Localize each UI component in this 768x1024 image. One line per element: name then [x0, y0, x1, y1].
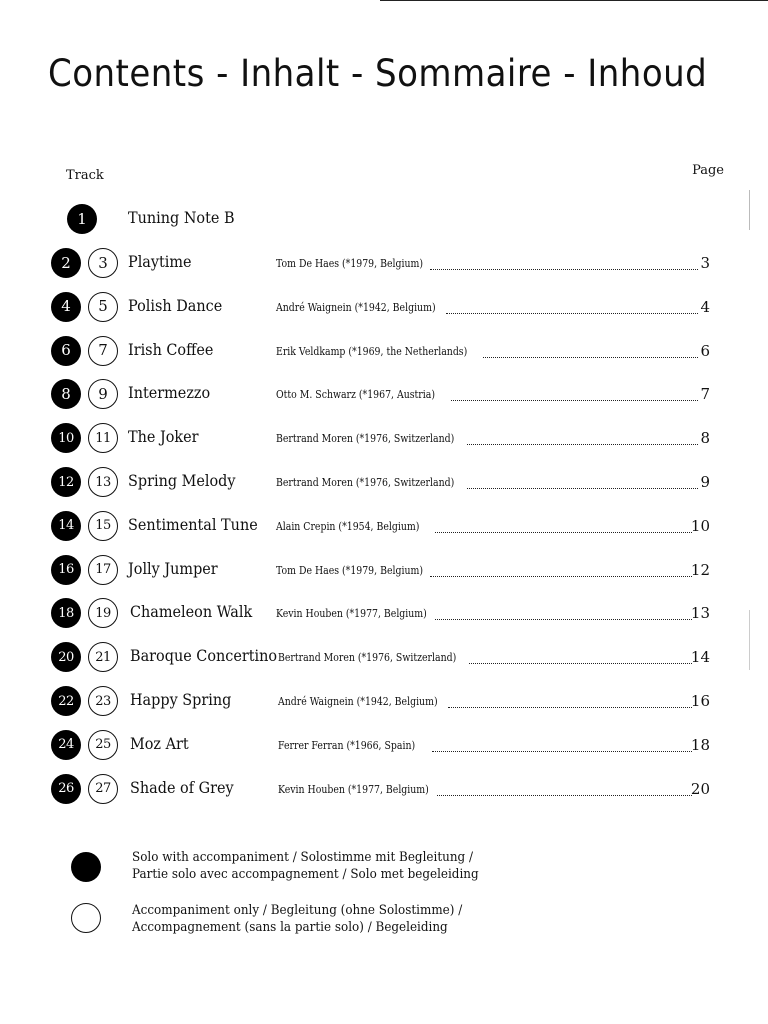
- dot-leader: [430, 269, 698, 270]
- accompaniment-track-number: 19: [88, 598, 118, 628]
- solo-track-number: 16: [51, 555, 81, 585]
- solo-legend-icon: [71, 852, 101, 882]
- accompaniment-track-number: 15: [88, 511, 118, 541]
- page-number: 3: [700, 254, 710, 272]
- page-number: 14: [690, 648, 710, 667]
- solo-legend-line-2: Partie solo avec accompagnement / Solo met begeleiding: [132, 867, 479, 882]
- solo-track-number: 4: [51, 292, 81, 322]
- track-row[interactable]: [0, 289, 768, 325]
- track-row[interactable]: [0, 552, 768, 588]
- track-title: Polish Dance: [128, 295, 223, 315]
- solo-track-number: 14: [51, 511, 81, 541]
- dot-leader: [435, 532, 692, 533]
- dot-leader: [469, 663, 692, 664]
- track-composer: Tom De Haes (*1979, Belgium): [276, 563, 423, 577]
- page-number: 6: [700, 341, 710, 360]
- dot-leader: [437, 795, 692, 796]
- track-title: The Joker: [128, 427, 199, 447]
- dot-leader: [467, 444, 698, 445]
- track-title: Spring Melody: [128, 471, 236, 490]
- track-row[interactable]: [0, 595, 768, 631]
- track-row[interactable]: [0, 683, 768, 719]
- track-title: Intermezzo: [128, 383, 211, 403]
- scan-edge-top: [380, 0, 768, 1]
- track-composer: Bertrand Moren (*1976, Switzerland): [276, 476, 455, 489]
- accompaniment-track-number: 17: [88, 555, 118, 585]
- solo-track-number: 12: [51, 467, 81, 497]
- track-composer: Erik Veldkamp (*1969, the Netherlands): [276, 344, 468, 358]
- track-composer: Otto M. Schwarz (*1967, Austria): [276, 388, 435, 402]
- accompaniment-legend-icon: [71, 903, 101, 933]
- accompaniment-track-number: 13: [88, 467, 118, 497]
- track-composer: André Waignein (*1942, Belgium): [276, 300, 436, 314]
- page-number: 20: [690, 779, 710, 798]
- dot-leader: [435, 619, 692, 620]
- accompaniment-track-number: 25: [88, 730, 118, 760]
- page-column-header: Page: [692, 163, 724, 178]
- accompaniment-legend-line-2: Accompagnement (sans la partie solo) / Begeleiding: [132, 920, 448, 935]
- track-composer: André Waignein (*1942, Belgium): [278, 695, 438, 708]
- track-composer: Tom De Haes (*1979, Belgium): [276, 257, 423, 270]
- page-number: 13: [690, 604, 710, 623]
- accompaniment-track-number: 23: [88, 686, 118, 716]
- solo-track-number: 6: [51, 336, 81, 366]
- dot-leader: [483, 357, 698, 358]
- page-number: 9: [700, 473, 710, 491]
- track-title: Moz Art: [130, 733, 189, 753]
- track-row[interactable]: [0, 771, 768, 807]
- solo-legend-line-1: Solo with accompaniment / Solostimme mit Begleitung /: [132, 850, 474, 865]
- accompaniment-track-number: 27: [88, 774, 118, 804]
- accompaniment-legend-text: [132, 902, 462, 936]
- solo-track-number: 24: [51, 730, 81, 760]
- solo-legend-text: [132, 849, 479, 883]
- track-row[interactable]: [0, 727, 768, 763]
- solo-track-number: 20: [51, 642, 81, 672]
- track-title: Sentimental Tune: [128, 514, 258, 534]
- track-composer: Ferrer Ferran (*1966, Spain): [278, 738, 416, 752]
- solo-track-number: 22: [51, 686, 81, 716]
- track-composer: Bertrand Moren (*1976, Switzerland): [278, 651, 457, 665]
- solo-track-number: 10: [51, 423, 81, 453]
- dot-leader: [430, 576, 692, 577]
- track-title: Jolly Jumper: [128, 558, 218, 578]
- accompaniment-track-number: 21: [88, 642, 118, 672]
- track-composer: Kevin Houben (*1977, Belgium): [278, 782, 429, 796]
- solo-track-number: 18: [51, 598, 81, 628]
- page-number: 8: [700, 429, 710, 448]
- page-number: 12: [690, 560, 710, 579]
- track-row[interactable]: [0, 333, 768, 369]
- track-row[interactable]: [0, 420, 768, 456]
- page-number: 7: [700, 385, 710, 404]
- page-number: 10: [690, 516, 710, 535]
- dot-leader: [446, 313, 698, 314]
- solo-track-number: 26: [51, 774, 81, 804]
- page-title: Contents - Inhalt - Sommaire - Inhoud: [48, 52, 708, 95]
- tuning-name: Tuning Note B: [128, 208, 235, 227]
- track-column-header: Track: [66, 168, 104, 183]
- track-title: Baroque Concertino: [130, 646, 278, 666]
- track-composer: Kevin Houben (*1977, Belgium): [276, 607, 427, 621]
- page-number: 16: [690, 692, 710, 710]
- accompaniment-track-number: 9: [88, 379, 118, 409]
- solo-track-number: 2: [51, 248, 81, 278]
- dot-leader: [448, 707, 692, 708]
- track-row[interactable]: [0, 376, 768, 412]
- track-row[interactable]: [0, 639, 768, 675]
- track-title: Playtime: [128, 252, 192, 271]
- solo-track-number: 8: [51, 379, 81, 409]
- tuning-track-number: 1: [67, 204, 97, 234]
- accompaniment-track-number: 5: [88, 292, 118, 322]
- accompaniment-track-number: 11: [88, 423, 118, 453]
- track-title: Chameleon Walk: [130, 602, 253, 622]
- page-number: 4: [700, 297, 710, 316]
- track-composer: Bertrand Moren (*1976, Switzerland): [276, 432, 455, 446]
- track-composer: Alain Crepin (*1954, Belgium): [276, 519, 420, 533]
- page-number: 18: [690, 735, 710, 754]
- track-title: Shade of Grey: [130, 777, 234, 797]
- track-title: Happy Spring: [130, 690, 232, 709]
- tuning-row[interactable]: [0, 201, 768, 237]
- track-row[interactable]: [0, 464, 768, 500]
- dot-leader: [467, 488, 698, 489]
- accompaniment-track-number: 7: [88, 336, 118, 366]
- dot-leader: [432, 751, 692, 752]
- accompaniment-track-number: 3: [88, 248, 118, 278]
- track-title: Irish Coffee: [128, 339, 214, 359]
- accompaniment-legend-line-1: Accompaniment only / Begleitung (ohne Solostimme) /: [132, 903, 463, 918]
- track-row[interactable]: [0, 508, 768, 544]
- dot-leader: [451, 400, 698, 401]
- track-row[interactable]: [0, 245, 768, 281]
